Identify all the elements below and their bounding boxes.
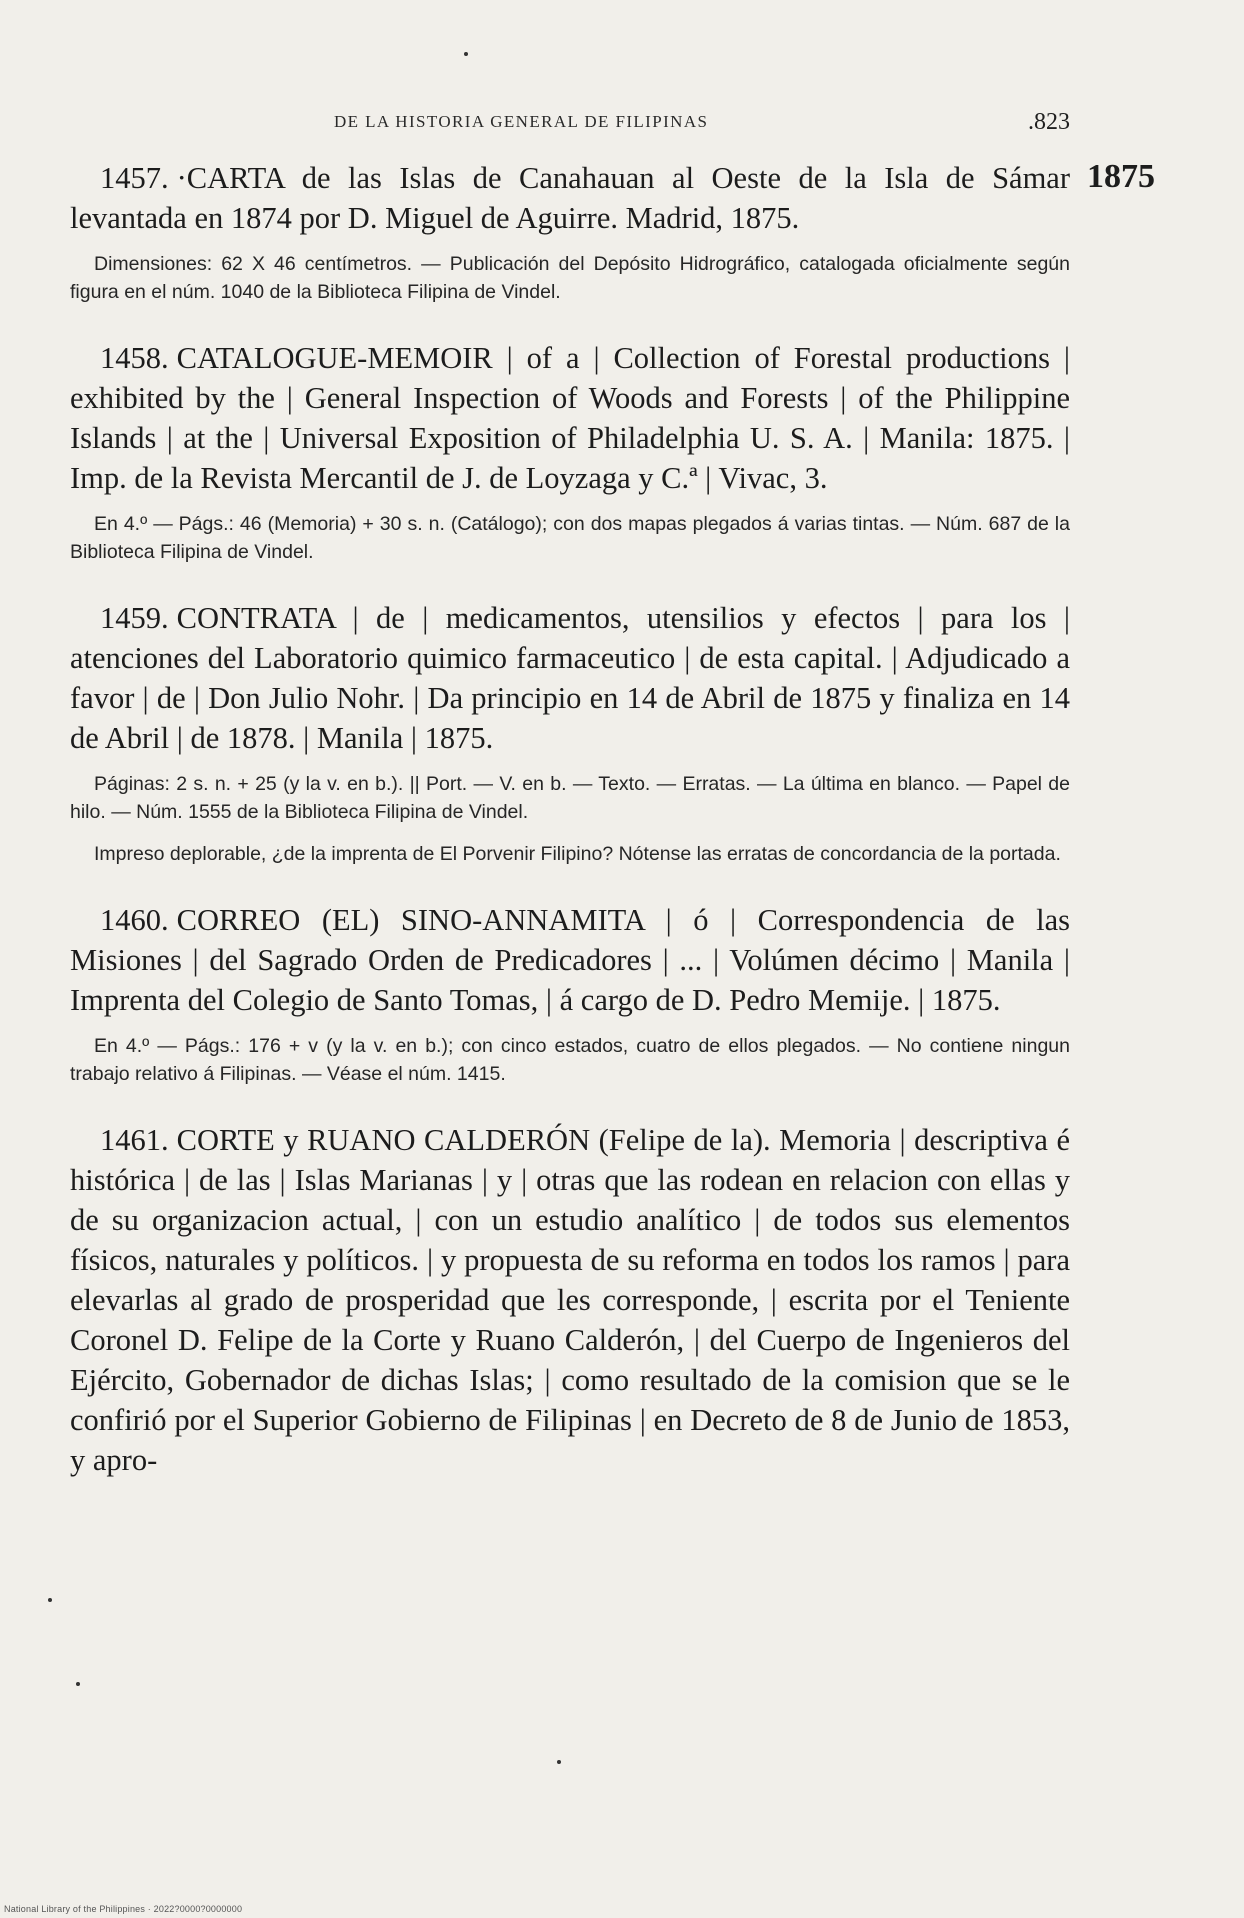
- entry-number: 1460.: [100, 903, 169, 937]
- entry-text: CATALOGUE-MEMOIR | of a | Collection of Forestal productions | exhibited by the | General Inspection of Woods and Forests | of the Philippine Islands | at the | Universal Exposition of Philadelphia U. S. A. | Manila: 1875. | Imp. de la Revista Mercantil de J. de Loyzaga y C.ª | Vivac, 3.: [70, 341, 1070, 495]
- library-stamp: National Library of the Philippines · 2022?0000?0000000: [4, 1904, 243, 1914]
- entry-number: 1457.: [100, 161, 169, 195]
- entry-1461: [70, 1120, 1070, 1480]
- entry-note: Páginas: 2 s. n. + 25 (y la v. en b.). || Port. — V. en b. — Texto. — Erratas. — La última en blanco. — Papel de hilo. — Núm. 1555 de la Biblioteca Filipina de Vindel.: [70, 773, 1070, 823]
- entry-text: ·CARTA de las Islas de Canahauan al Oeste de la Isla de Sámar levantada en 1874 por D. Miguel de Aguirre. Madrid, 1875.: [70, 161, 1070, 235]
- entry-text: CORREO (EL) SINO-ANNAMITA | ó | Correspondencia de las Misiones | del Sagrado Orden de Predicadores | ... | Volúmen décimo | Manila | Imprenta del Colegio de Santo Tomas, | á cargo de D. Pedro Memije. | 1875.: [70, 903, 1070, 1017]
- running-title: DE LA HISTORIA GENERAL DE FILIPINAS: [334, 112, 709, 131]
- text-column: [70, 158, 1070, 1480]
- entry-text: CORTE y RUANO CALDERÓN (Felipe de la). Memoria | descriptiva é histórica | de las | Islas Marianas | y | otras que las rodean en relacion con ellas y de su organizacion actual, | con un estudio analítico | de todos sus elementos físicos, naturales y políticos. | y propuesta de su reforma en todos los ramos | para elevarlas al grado de prosperidad que les corresponde, | escrita por el Teniente Coronel D. Felipe de la Corte y Ruano Calderón, | del Cuerpo de Ingenieros del Ejército, Gobernador de dichas Islas; | como resultado de la comision que se le confirió por el Superior Gobierno de Filipinas | en Decreto de 8 de Junio de 1853, y apro-: [70, 1123, 1070, 1477]
- entry-text: CONTRATA | de | medicamentos, utensilios y efectos | para los | atenciones del Laboratorio quimico farmaceutico | de esta capital. | Adjudicado a favor | de | Don Julio Nohr. | Da principio en 14 de Abril de 1875 y finaliza en 14 de Abril | de 1878. | Manila | 1875.: [70, 601, 1070, 755]
- entry-1459: [70, 598, 1070, 868]
- entry-number: 1458.: [100, 341, 169, 375]
- margin-year: 1875: [1087, 158, 1155, 195]
- entry-note: Impreso deplorable, ¿de la imprenta de El Porvenir Filipino? Nótense las erratas de concordancia de la portada.: [94, 843, 1061, 865]
- print-speck: [464, 52, 468, 56]
- print-speck: [48, 1598, 52, 1602]
- print-speck: [76, 1682, 80, 1686]
- entry-note: En 4.º — Págs.: 46 (Memoria) + 30 s. n. (Catálogo); con dos mapas plegados á varias tintas. — Núm. 687 de la Biblioteca Filipina de Vindel.: [70, 513, 1070, 563]
- entry-1457: [70, 158, 1070, 306]
- page-number: .823: [1028, 109, 1070, 135]
- print-speck: [557, 1760, 561, 1764]
- entry-note: Dimensiones: 62 X 46 centímetros. — Publicación del Depósito Hidrográfico, catalogada oficialmente según figura en el núm. 1040 de la Biblioteca Filipina de Vindel.: [70, 253, 1070, 303]
- running-head: [70, 109, 1070, 142]
- entry-1460: [70, 900, 1070, 1088]
- entry-note: En 4.º — Págs.: 176 + v (y la v. en b.); con cinco estados, cuatro de ellos plegados. — No contiene ningun trabajo relativo á Filipinas. — Véase el núm. 1415.: [70, 1035, 1070, 1085]
- entry-number: 1461.: [100, 1123, 169, 1157]
- entry-1458: [70, 338, 1070, 566]
- entry-number: 1459.: [100, 601, 169, 635]
